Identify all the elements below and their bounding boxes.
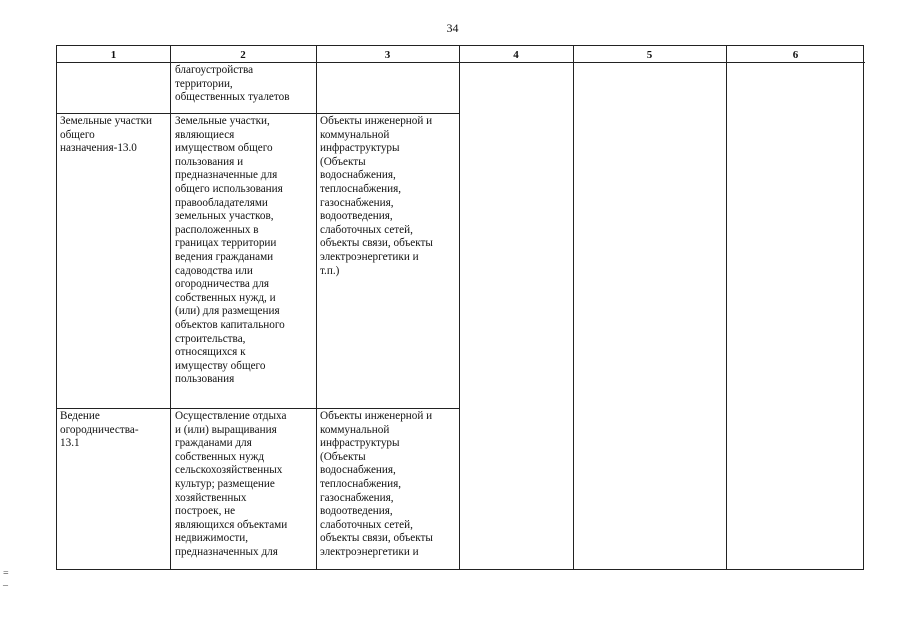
header-divider <box>57 62 865 63</box>
row-2-facilities: Объекты инженерной и коммунальной инфраструктуры (Объекты водоснабжения, теплоснабжения, газоснабжения, водоотведения, слаботочных сетей, объекты связи, объекты электроэнергетики и т.п.) <box>320 115 433 277</box>
column-divider <box>459 46 460 569</box>
row-2-land-use-name: Земельные участки общего назначения-13.0 <box>60 115 153 155</box>
row-3-land-use-description: Осуществление отдыха и (или) выращивания гражданами для собственных нужд сельскохозяйственных культур; размещение хозяйственных построек, не являющихся объектами недвижимости, предназначенных для <box>175 410 288 558</box>
column-header-4: 4 <box>513 49 519 61</box>
column-divider <box>170 46 171 569</box>
column-divider <box>573 46 574 569</box>
page-number: 34 <box>446 21 459 35</box>
row-1-land-use-description: благоустройства территории, общественных туалетов <box>175 64 290 104</box>
column-divider <box>316 46 317 569</box>
row-divider <box>57 408 459 409</box>
column-header-3: 3 <box>384 49 391 61</box>
row-divider <box>57 113 459 114</box>
column-header-6: 6 <box>792 49 799 61</box>
column-header-5: 5 <box>646 49 653 61</box>
margin-marks: = – <box>3 568 9 591</box>
column-header-2: 2 <box>240 49 246 61</box>
document-table <box>56 45 864 570</box>
column-header-1: 1 <box>110 49 117 61</box>
row-3-facilities: Объекты инженерной и коммунальной инфраструктуры (Объекты водоснабжения, теплоснабжения, газоснабжения, водоотведения, слаботочных сетей, объекты связи, объекты электроэнергетики и <box>320 410 433 558</box>
column-divider <box>726 46 727 569</box>
row-2-land-use-description: Земельные участки, являющиеся имуществом общего пользования и предназначенные для общего использования правообладателями земельных участков, расположенных в границах территории ведения гражданами садоводства или огородничества для собственных нужд, и (или) для размещения объектов капитального строительства, относящихся к имуществу общего пользования <box>175 115 285 386</box>
row-3-land-use-name: Ведение огородничества- 13.1 <box>60 410 139 450</box>
